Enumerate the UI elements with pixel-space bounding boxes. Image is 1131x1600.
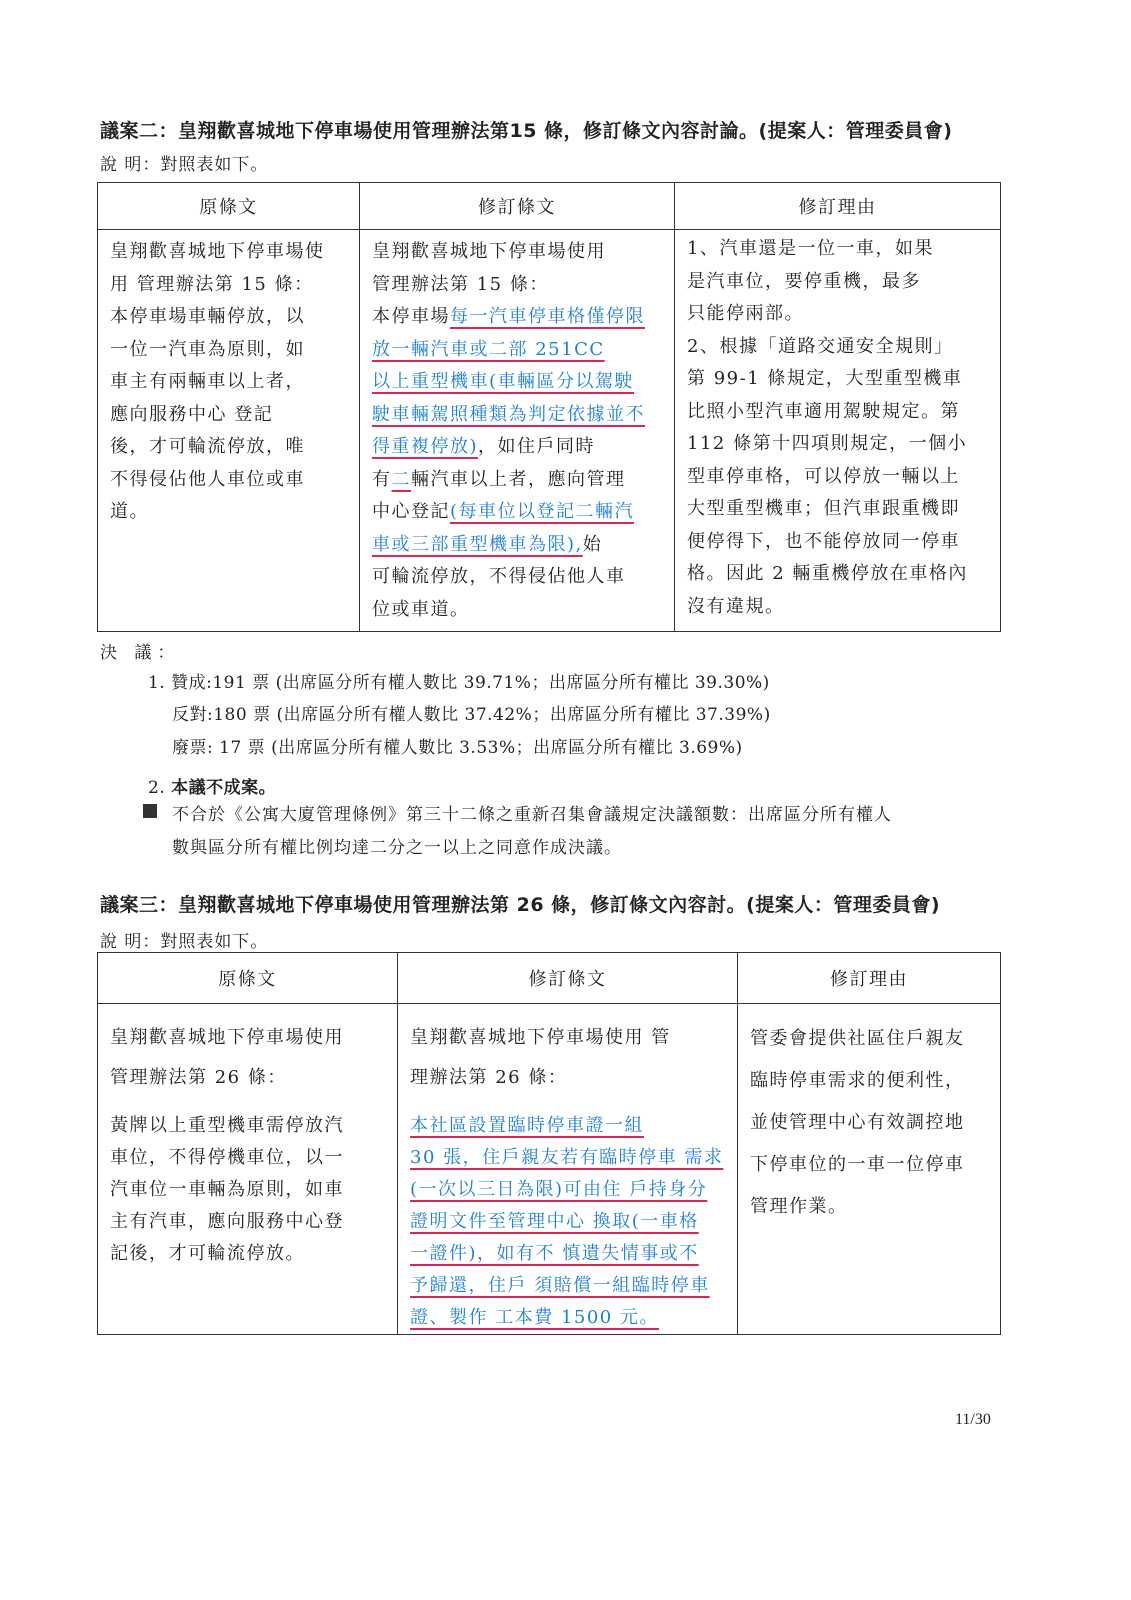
revised-text-line (372, 431, 662, 464)
motion3-comparison-table (97, 952, 1001, 1335)
motion3-title: 議案三：皇翔歡喜城地下停車場使用管理辦法第 26 條，修訂條文內容討。(提案人：管理委員會) (100, 894, 941, 916)
revised-text-line (372, 496, 662, 529)
reason-text-line: 格。因此 2 輛重機停放在車格內 (687, 563, 968, 584)
reason-text-line: 112 條第十四項則規定，一個小 (687, 433, 968, 454)
revised-text-highlight: (每車位以登記二輛汽 (450, 501, 635, 522)
header-revised: 修訂條文 (360, 183, 675, 230)
revised-text-highlight: 得重複停放) (372, 436, 479, 457)
original-text-line: 用 管理辦法第 15 條： (110, 273, 314, 295)
original-text-line: 汽車位一車輛為原則，如車 (110, 1179, 344, 1200)
motion2-explanation: 說 明：對照表如下。 (100, 155, 269, 175)
square-bullet-icon (143, 804, 157, 818)
revised-text-line: (一次以三日為限)可由住 戶持身分 (410, 1179, 708, 1200)
header-reason: 修訂理由 (675, 183, 1001, 230)
motion3-original-cell (98, 1004, 398, 1335)
revised-text-line: 本社區設置臨時停車證一組 (410, 1115, 644, 1136)
revised-text: 始 (582, 533, 603, 555)
vote-approve: 1. 贊成:191 票 (出席區分所有權人數比 39.71%；出席區分所有權比 39.30%) (148, 673, 770, 693)
reason-text-line: 只能停兩部。 (687, 303, 804, 324)
original-text-line: 後，才可輪流停放，唯 (110, 436, 305, 457)
reason-text-line: 大型重型機車；但汽車跟重機即 (687, 498, 960, 519)
revised-text-line (372, 464, 662, 497)
revised-text-line: 證明文件至管理中心 換取(一車格 (410, 1211, 699, 1232)
note-line-1: 不合於《公寓大廈管理條例》第三十二條之重新召集會議規定決議額數：出席區分所有權人 (172, 805, 892, 825)
reason-text-line: 沒有違規。 (687, 595, 785, 617)
revised-text: ，如住戶同時 (478, 436, 596, 457)
reason-text-line: 型車停車格，可以停放一輛以上 (687, 465, 960, 487)
original-text-line: 不得侵佔他人車位或車 (110, 468, 305, 490)
resolution-label: 決 議： (100, 643, 181, 663)
original-text-line: 一位一汽車為原則，如 (110, 338, 305, 360)
outcome-number: 2. (148, 778, 166, 798)
revised-text: 可輪流停放，不得侵佔他人車 (372, 566, 626, 587)
revised-text-highlight: 二 (391, 468, 411, 490)
original-text-line: 本停車場車輛停放，以 (110, 306, 305, 327)
revised-text-line: 證、製作 工本費 1500 元。 (410, 1307, 659, 1328)
note-line-2: 數與區分所有權比例均達二分之一以上之同意作成決議。 (172, 838, 622, 858)
original-text-line: 道。 (110, 501, 149, 522)
revised-text: 有 (372, 468, 392, 490)
revised-text-highlight: 駛車輛駕照種類為判定依據並不 (372, 403, 645, 425)
original-text-line: 記後，才可輪流停放。 (110, 1243, 305, 1264)
reason-text-line: 便停得下，也不能停放同一停車 (687, 530, 960, 552)
revised-text-line (372, 269, 662, 302)
motion3-revised-cell (398, 1004, 738, 1335)
reason-text-line: 第 99-1 條規定，大型重型機車 (687, 368, 963, 389)
original-text-line: 主有汽車，應向服務中心登 (110, 1211, 344, 1232)
header-original: 原條文 (98, 953, 398, 1004)
revised-text: 輛汽車以上者，應向管理 (411, 468, 626, 490)
vote-invalid: 廢票: 17 票 (出席區分所有權人數比 3.53%；出席區分所有權比 3.69%) (172, 738, 743, 758)
revised-text-line: 理辦法第 26 條： (410, 1067, 568, 1088)
reason-text-line: 1、汽車還是一位一車，如果 (687, 238, 934, 259)
outcome-text: 本議不成案。 (171, 778, 277, 798)
reason-text-line: 管委會提供社區住戶親友 (750, 1028, 965, 1049)
table-header-row (98, 953, 1001, 1004)
revised-text-highlight: 以上重型機車(車輛區分以駕駛 (372, 371, 635, 392)
original-text-line: 皇翔歡喜城地下停車場使用 (110, 1027, 344, 1048)
original-text-line: 皇翔歡喜城地下停車場使 (110, 241, 325, 262)
original-text-line: 車位，不得停機車位，以一 (110, 1147, 344, 1168)
revised-text-line (372, 529, 662, 562)
reason-text-line: 管理作業。 (750, 1196, 848, 1217)
motion2-comparison-table (97, 182, 1001, 632)
revised-text-line (372, 594, 662, 627)
revised-text-highlight: 放一輛汽車或二部 251CC (372, 338, 605, 360)
header-original: 原條文 (98, 183, 360, 230)
table-header-row (98, 183, 1001, 230)
revised-text-line (372, 301, 662, 334)
revised-text: 皇翔歡喜城地下停車場使用 (372, 241, 606, 262)
original-text-line: 應向服務中心 登記 (110, 403, 274, 425)
motion2-reason-cell (675, 230, 1001, 632)
header-reason: 修訂理由 (738, 953, 1001, 1004)
table-row (98, 1004, 1001, 1335)
table-row (98, 230, 1001, 632)
revised-text-line: 30 張，住戶親友若有臨時停車 需求 (410, 1147, 724, 1168)
reason-text-line: 臨時停車需求的便利性， (750, 1070, 965, 1091)
original-text-line: 黃牌以上重型機車需停放汽 (110, 1115, 344, 1136)
revised-text: 中心登記 (372, 501, 450, 522)
revised-text: 本停車場 (372, 306, 450, 327)
reason-text-line: 比照小型汽車適用駕駛規定。第 (687, 400, 960, 422)
revised-text-line: 皇翔歡喜城地下停車場使用 管 (410, 1027, 671, 1048)
revised-text-line (372, 334, 662, 367)
vote-oppose: 反對:180 票 (出席區分所有權人數比 37.42%；出席區分所有權比 37.39%) (172, 705, 771, 725)
page-number: 11/30 (955, 1411, 991, 1428)
reason-text-line: 2、根據「道路交通安全規則」 (687, 335, 954, 357)
motion3-explanation: 說 明：對照表如下。 (100, 932, 269, 952)
revised-text-line (372, 561, 662, 594)
revised-text-line (372, 399, 662, 432)
revised-text: 位或車道。 (372, 598, 470, 620)
revised-text-highlight: 車或三部重型機車為限), (372, 533, 583, 555)
original-text-line: 車主有兩輛車以上者， (110, 371, 305, 392)
outcome-line (148, 773, 276, 798)
motion2-revised-cell (360, 230, 675, 632)
header-revised: 修訂條文 (398, 953, 738, 1004)
revised-text: 管理辦法第 15 條： (372, 273, 549, 295)
revised-text-highlight: 每一汽車停車格僅停限 (450, 306, 645, 327)
reason-text-line: 並使管理中心有效調控地 (750, 1112, 965, 1133)
reason-text-line: 是汽車位，要停重機，最多 (687, 270, 921, 292)
motion2-title: 議案二：皇翔歡喜城地下停車場使用管理辦法第15 條，修訂條文內容討論。(提案人：管理委員會) (100, 120, 953, 142)
revised-text-line: 一證件)，如有不 慎遺失情事或不 (410, 1243, 699, 1264)
motion3-reason-cell (738, 1004, 1001, 1335)
reason-text-line: 下停車位的一車一位停車 (750, 1154, 965, 1175)
revised-text-line (372, 236, 662, 269)
revised-text-line: 予歸還，住戶 須賠償一組臨時停車 (410, 1275, 710, 1296)
original-text-line: 管理辦法第 26 條： (110, 1067, 287, 1088)
motion2-original-cell (98, 230, 360, 632)
revised-text-line (372, 366, 662, 399)
